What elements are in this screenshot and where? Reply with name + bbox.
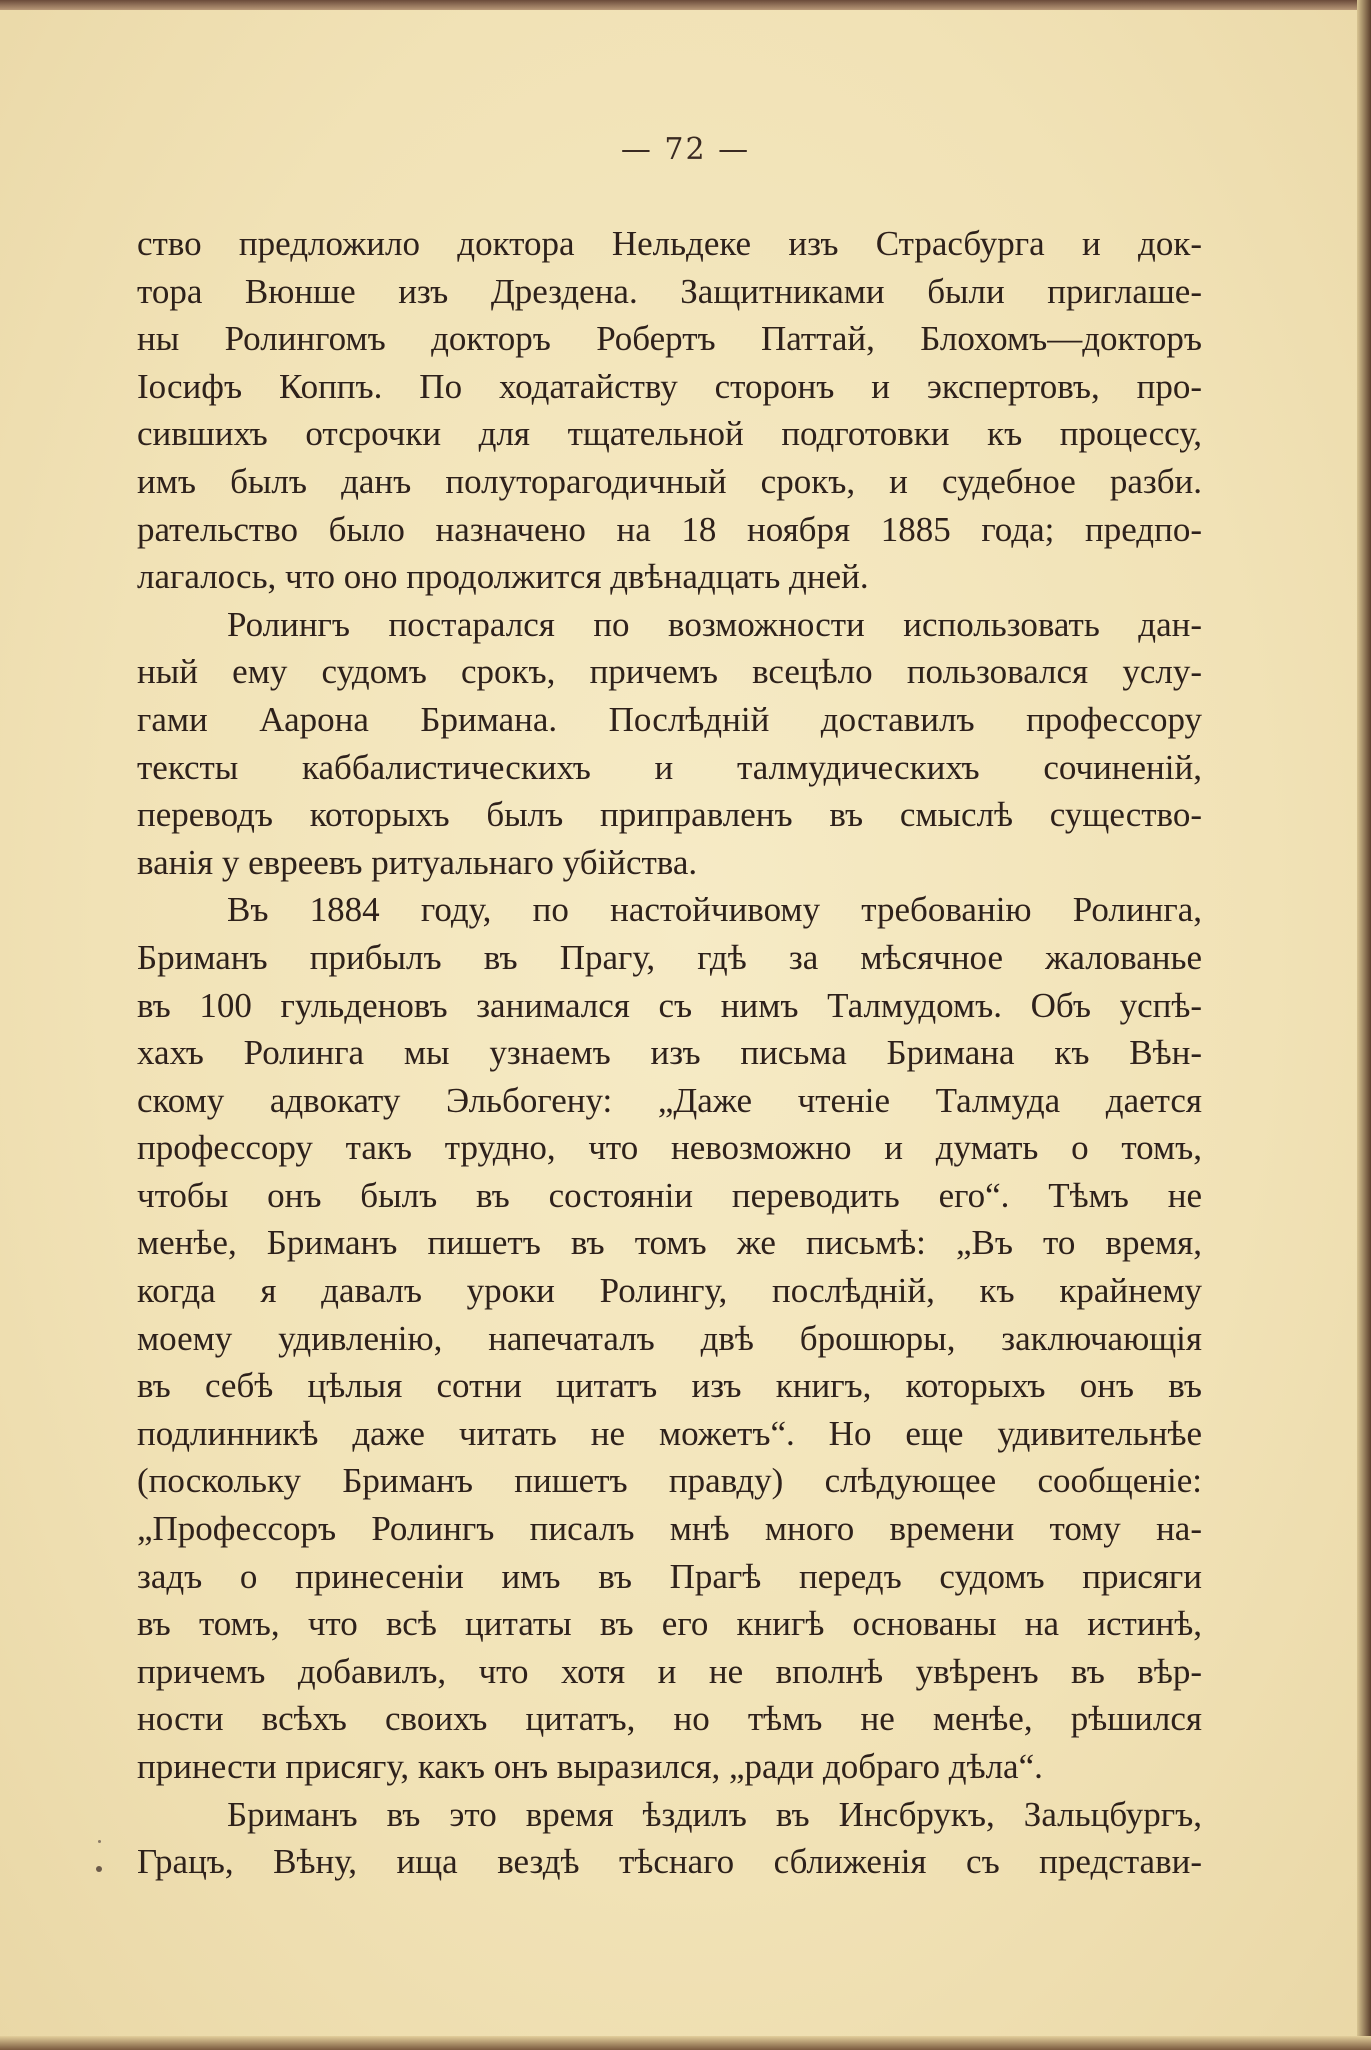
- text-line: Бриманъ прибылъ въ Прагу, гдѣ за мѣсячное жалованье: [137, 937, 1202, 977]
- text-line: принести присягу, какъ онъ выразился, „ради добраго дѣла“.: [137, 1747, 1043, 1786]
- text-line: моему удивленію, напечаталъ двѣ брошюры, заключающія: [137, 1318, 1202, 1358]
- text-line: ны Ролингомъ докторъ Робертъ Паттай, Блохомъ—докторъ: [137, 319, 1202, 359]
- margin-dot-mark: [96, 1866, 102, 1872]
- page-right-edge: [1357, 0, 1371, 2050]
- paragraph-start-line: Ролингъ постарался по возможности использовать дан-: [227, 604, 1202, 644]
- paragraph-start-line: Въ 1884 году, по настойчивому требованію Ролинга,: [227, 890, 1202, 930]
- text-line: ный ему судомъ срокъ, причемъ всецѣло пользовался услу-: [137, 652, 1202, 692]
- text-line: Грацъ, Вѣну, ища вездѣ тѣснаго сближенія съ представи-: [137, 1842, 1202, 1882]
- page-number: — 72 —: [620, 132, 751, 167]
- text-line: въ 100 гульденовъ занимался съ нимъ Талмудомъ. Объ успѣ-: [137, 985, 1202, 1025]
- text-line: хахъ Ролинга мы узнаемъ изъ письма Бримана къ Вѣн-: [137, 1033, 1202, 1073]
- text-line: тора Вюнше изъ Дрездена. Защитниками были приглаше-: [137, 271, 1202, 311]
- text-line: рательство было назначено на 18 ноября 1885 года; предпо-: [137, 509, 1202, 549]
- body-text: [137, 220, 1202, 1886]
- text-line: (поскольку Бриманъ пишетъ правду) слѣдующее сообщеніе:: [137, 1461, 1202, 1501]
- text-line: тексты каббалистическихъ и талмудическихъ сочиненій,: [137, 747, 1202, 787]
- text-line: подлинникѣ даже читать не можетъ“. Но еще удивительнѣе: [137, 1413, 1202, 1453]
- text-line: гами Аарона Бримана. Послѣдній доставилъ профессору: [137, 699, 1202, 739]
- text-line: переводъ которыхъ былъ приправленъ въ смыслѣ существо-: [137, 795, 1202, 835]
- text-line: причемъ добавилъ, что хотя и не вполнѣ увѣренъ въ вѣр-: [137, 1651, 1202, 1691]
- paragraph-start-line: Бриманъ въ это время ѣздилъ въ Инсбрукъ, Зальцбургъ,: [227, 1794, 1202, 1834]
- page-bottom-edge: [0, 2036, 1371, 2050]
- text-line: задъ о принесеніи имъ въ Прагѣ передъ судомъ присяги: [137, 1556, 1202, 1596]
- text-line: имъ былъ данъ полуторагодичный срокъ, и судебное разби.: [137, 461, 1202, 501]
- text-line: менѣе, Бриманъ пишетъ въ томъ же письмѣ: „Въ то время,: [137, 1223, 1202, 1263]
- text-line: ванія у евреевъ ритуальнаго убійства.: [137, 842, 698, 882]
- text-line: ности всѣхъ своихъ цитатъ, но тѣмъ не менѣе, рѣшился: [137, 1699, 1202, 1739]
- text-line: профессору такъ трудно, что невозможно и думать о томъ,: [137, 1128, 1202, 1168]
- margin-speck: [98, 1840, 101, 1843]
- text-line: лагалось, что оно продолжится двѣнадцать дней.: [137, 557, 869, 597]
- text-line: „Профессоръ Ролингъ писалъ мнѣ много времени тому на-: [137, 1509, 1202, 1549]
- text-line: въ себѣ цѣлыя сотни цитатъ изъ книгъ, которыхъ онъ въ: [137, 1366, 1202, 1406]
- text-line: когда я давалъ уроки Ролингу, послѣдній, къ крайнему: [137, 1271, 1202, 1311]
- text-line: чтобы онъ былъ въ состояніи переводить его“. Тѣмъ не: [137, 1175, 1202, 1215]
- page-top-edge: [0, 0, 1371, 10]
- text-line: въ томъ, что всѣ цитаты въ его книгѣ основаны на истинѣ,: [137, 1604, 1202, 1644]
- text-line: Іосифъ Коппъ. По ходатайству сторонъ и экспертовъ, про-: [137, 366, 1202, 406]
- text-line: ство предложило доктора Нельдеке изъ Страсбурга и док-: [137, 224, 1202, 263]
- text-line: сившихъ отсрочки для тщательной подготовки къ процессу,: [137, 414, 1202, 454]
- text-line: скому адвокату Эльбогену: „Даже чтеніе Талмуда дается: [137, 1080, 1202, 1120]
